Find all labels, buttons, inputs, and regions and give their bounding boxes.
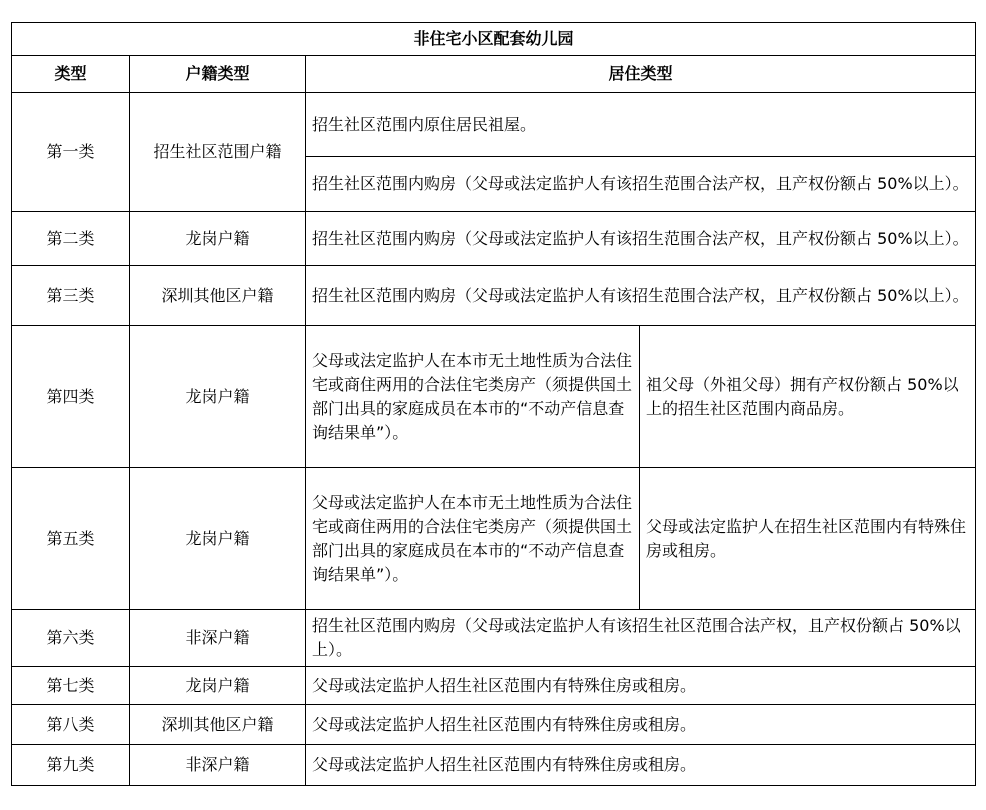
row-type: 第六类	[12, 610, 130, 667]
row-type: 第九类	[12, 745, 130, 786]
row-hukou: 非深户籍	[130, 610, 306, 667]
row-type: 第三类	[12, 266, 130, 326]
table-row	[12, 610, 976, 667]
row-hukou: 非深户籍	[130, 745, 306, 786]
row-residence: 父母或法定监护人招生社区范围内有特殊住房或租房。	[306, 705, 976, 745]
row-type: 第二类	[12, 212, 130, 266]
table-row	[12, 705, 976, 745]
row-hukou: 招生社区范围户籍	[130, 93, 306, 212]
row-residence: 招生社区范围内购房（父母或法定监护人有该招生范围合法产权，且产权份额占 50%以上）。	[306, 266, 976, 326]
row-residence: 招生社区范围内购房（父母或法定监护人有该招生范围合法产权，且产权份额占 50%以上）。	[306, 212, 976, 266]
row-type: 第四类	[12, 326, 130, 468]
header-hukou: 户籍类型	[130, 56, 306, 93]
table-row	[12, 326, 976, 468]
table-row	[12, 93, 976, 157]
enrollment-table	[11, 22, 976, 786]
row-residence: 招生社区范围内原住居民祖屋。	[306, 93, 976, 157]
row-type: 第五类	[12, 468, 130, 610]
table-title: 非住宅小区配套幼儿园	[12, 23, 976, 56]
row-residence: 招生社区范围内购房（父母或法定监护人有该招生范围合法产权，且产权份额占 50%以上）。	[306, 157, 976, 212]
row-type: 第一类	[12, 93, 130, 212]
header-type: 类型	[12, 56, 130, 93]
row-residence: 招生社区范围内购房（父母或法定监护人有该招生社区范围合法产权，且产权份额占 50%以上）。	[306, 610, 976, 667]
row-hukou: 龙岗户籍	[130, 326, 306, 468]
table-row	[12, 468, 976, 610]
row-type: 第八类	[12, 705, 130, 745]
table-row	[12, 745, 976, 786]
row-residence-right: 祖父母（外祖父母）拥有产权份额占 50%以上的招生社区范围内商品房。	[640, 326, 976, 468]
row-hukou: 深圳其他区户籍	[130, 266, 306, 326]
row-hukou: 龙岗户籍	[130, 667, 306, 705]
row-hukou: 龙岗户籍	[130, 212, 306, 266]
row-residence-left: 父母或法定监护人在本市无土地性质为合法住宅或商住两用的合法住宅类房产（须提供国土部门出具的家庭成员在本市的“不动产信息查询结果单”）。	[306, 468, 640, 610]
row-type: 第七类	[12, 667, 130, 705]
table-row	[12, 266, 976, 326]
header-residence: 居住类型	[306, 56, 976, 93]
table-row	[12, 212, 976, 266]
row-hukou: 深圳其他区户籍	[130, 705, 306, 745]
row-residence-left: 父母或法定监护人在本市无土地性质为合法住宅或商住两用的合法住宅类房产（须提供国土部门出具的家庭成员在本市的“不动产信息查询结果单”）。	[306, 326, 640, 468]
row-hukou: 龙岗户籍	[130, 468, 306, 610]
row-residence-right: 父母或法定监护人在招生社区范围内有特殊住房或租房。	[640, 468, 976, 610]
row-residence: 父母或法定监护人招生社区范围内有特殊住房或租房。	[306, 745, 976, 786]
row-residence: 父母或法定监护人招生社区范围内有特殊住房或租房。	[306, 667, 976, 705]
table-row	[12, 667, 976, 705]
